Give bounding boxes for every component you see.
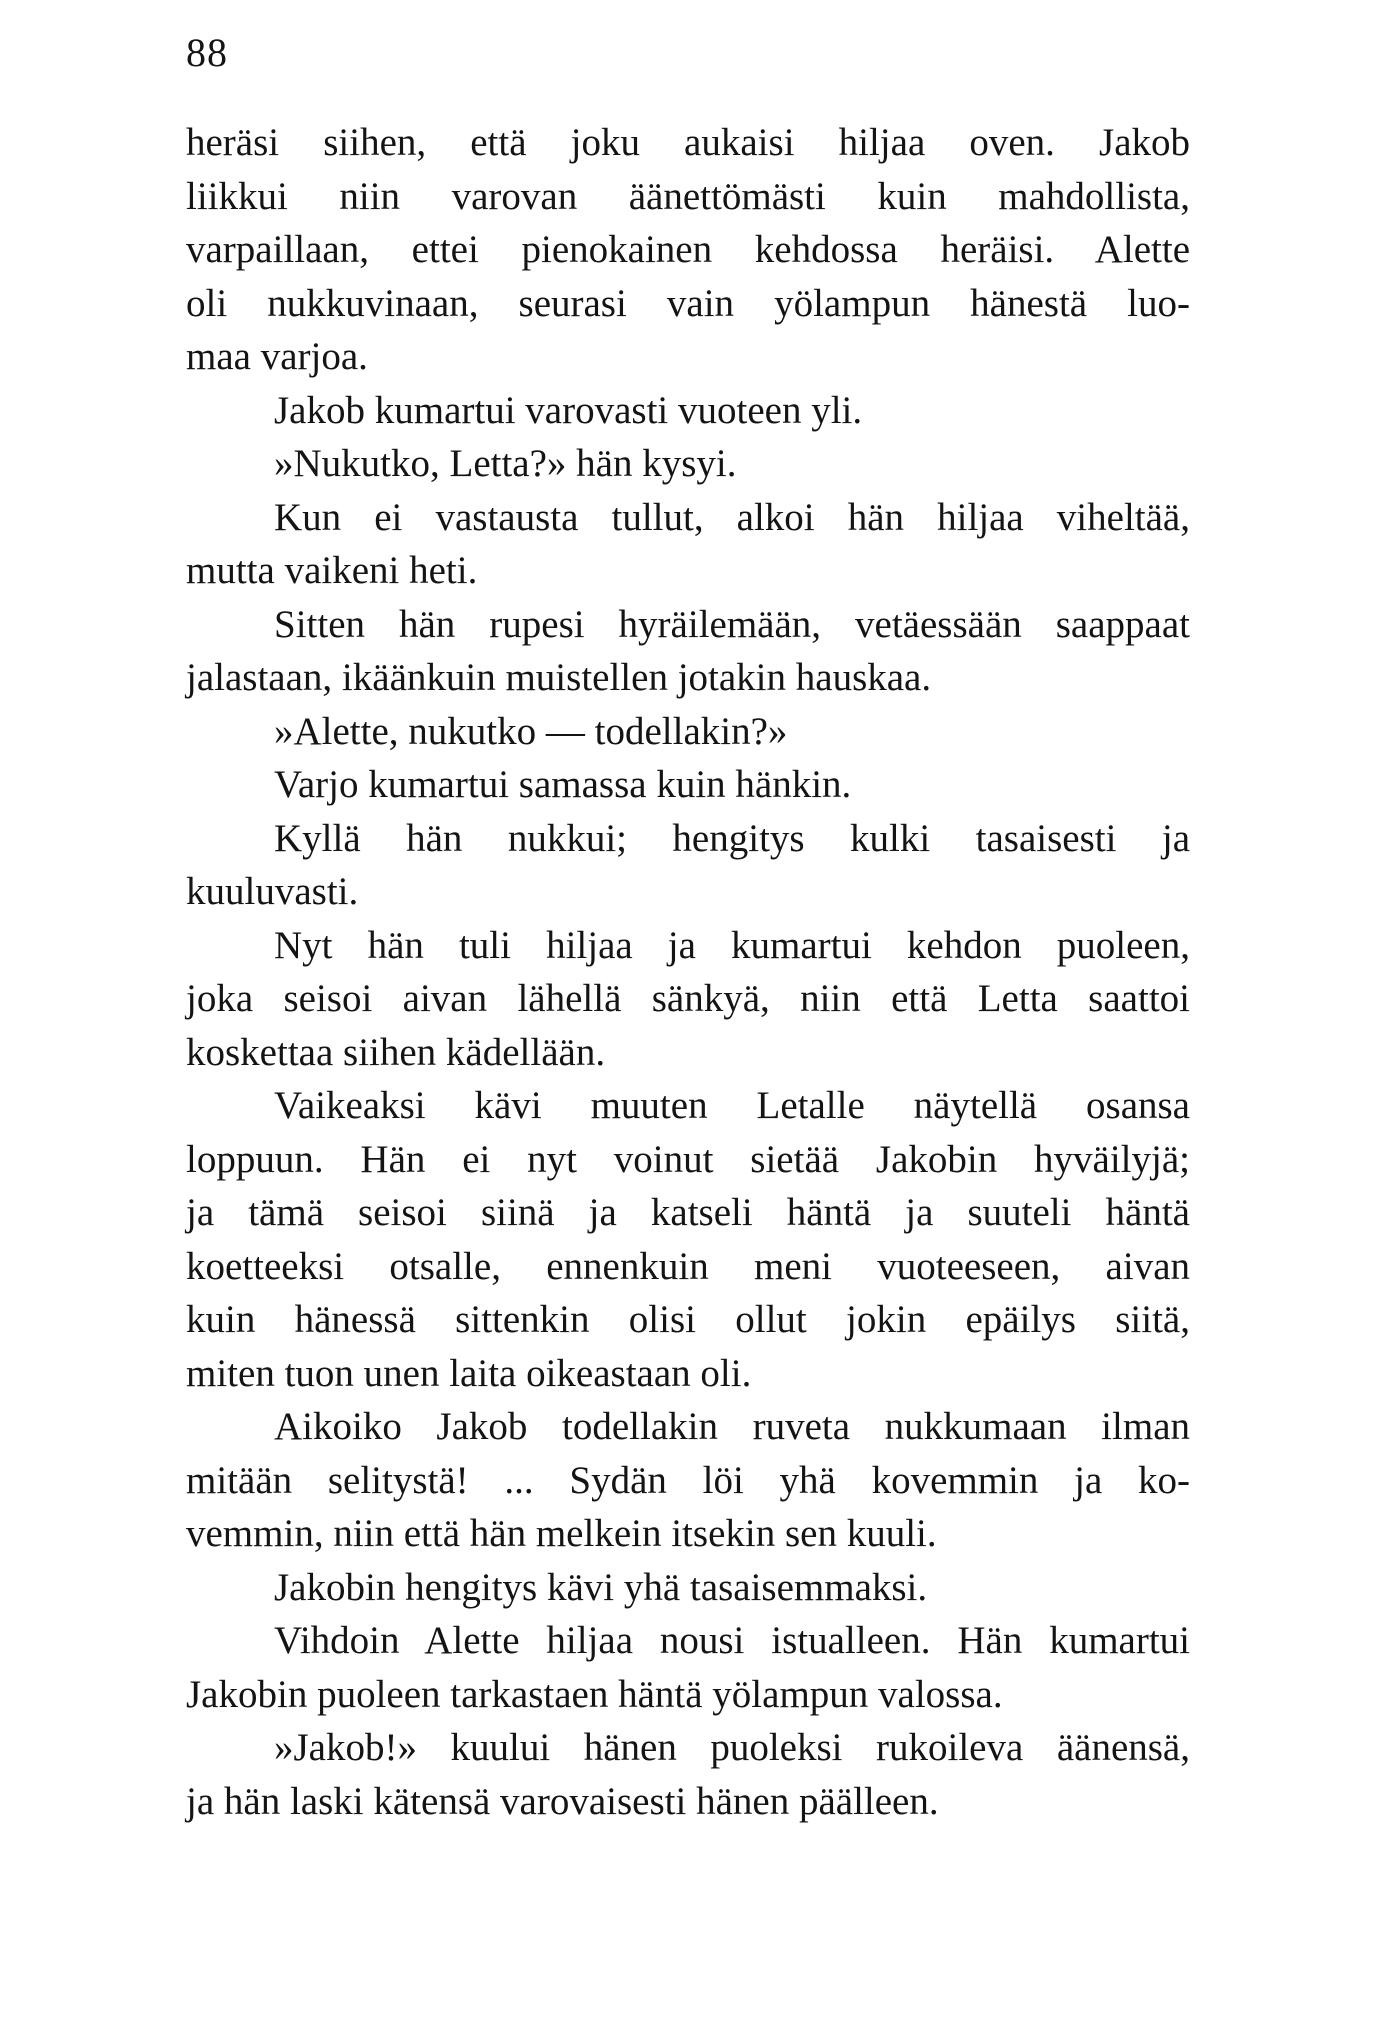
text-line: »Jakob!» kuului hänen puoleksi rukoileva äänensä, [274,1726,1190,1769]
text-line: Vihdoin Alette hiljaa nousi istualleen. Hän kumartui [274,1619,1190,1662]
text-line: Jakobin puoleen tarkastaen häntä yölampun valossa. [186,1672,1003,1716]
text-line: Kyllä hän nukkui; hengitys kulki tasaisesti ja [274,816,1190,860]
body-text [186,116,1190,1828]
text-line: miten tuon unen laita oikeastaan oli. [186,1351,752,1395]
text-line: joka seisoi aivan lähellä sänkyä, niin että Letta saattoi [186,977,1190,1020]
text-line: koetteeksi otsalle, ennenkuin meni vuoteeseen, aivan [186,1244,1190,1288]
text-line: Aikoiko Jakob todellakin ruveta nukkumaan ilman [274,1405,1190,1448]
text-line: liikkui niin varovan äänettömästi kuin mahdollista, [186,174,1190,218]
text-line: loppuun. Hän ei nyt voinut sietää Jakobin hyväilyjä; [186,1137,1190,1181]
text-line: vemmin, niin että hän melkein itsekin sen kuuli. [186,1512,937,1555]
text-line: jalastaan, ikäänkuin muistellen jotakin hauskaa. [186,656,932,699]
text-line: Vaikeaksi kävi muuten Letalle näytellä osansa [274,1084,1190,1127]
text-line: Nyt hän tuli hiljaa ja kumartui kehdon puoleen, [274,923,1190,967]
text-line: Jakob kumartui varovasti vuoteen yli. [274,388,863,432]
page-number: 88 [186,30,228,75]
text-line: ja hän laski kätensä varovaisesti hänen päälleen. [186,1779,939,1823]
text-line: maa varjoa. [186,335,368,378]
text-line: heräsi siihen, että joku aukaisi hiljaa oven. Jakob [186,121,1190,164]
text-line: kuin hänessä sittenkin olisi ollut jokin epäilys siitä, [186,1298,1190,1341]
text-line: mitään selitystä! ... Sydän löi yhä kovemmin ja ko- [186,1458,1190,1502]
text-line: Sitten hän rupesi hyräilemään, vetäessään saappaat [274,602,1190,646]
text-line: »Nukutko, Letta?» hän kysyi. [274,442,737,485]
text-line: koskettaa siihen kädellään. [186,1030,606,1074]
text-line: varpaillaan, ettei pienokainen kehdossa heräisi. Alette [186,228,1190,271]
text-line: »Alette, nukutko — todellakin?» [274,709,788,753]
text-line: ja tämä seisoi siinä ja katseli häntä ja suuteli häntä [186,1191,1190,1234]
text-line: Kun ei vastausta tullut, alkoi hän hiljaa viheltää, [274,495,1190,539]
text-line: kuuluvasti. [186,870,359,913]
text-line: oli nukkuvinaan, seurasi vain yölampun hänestä luo- [186,281,1190,325]
text-line: Varjo kumartui samassa kuin hänkin. [274,763,852,806]
text-line: mutta vaikeni heti. [186,549,478,592]
text-line: Jakobin hengitys kävi yhä tasaisemmaksi. [274,1565,928,1609]
